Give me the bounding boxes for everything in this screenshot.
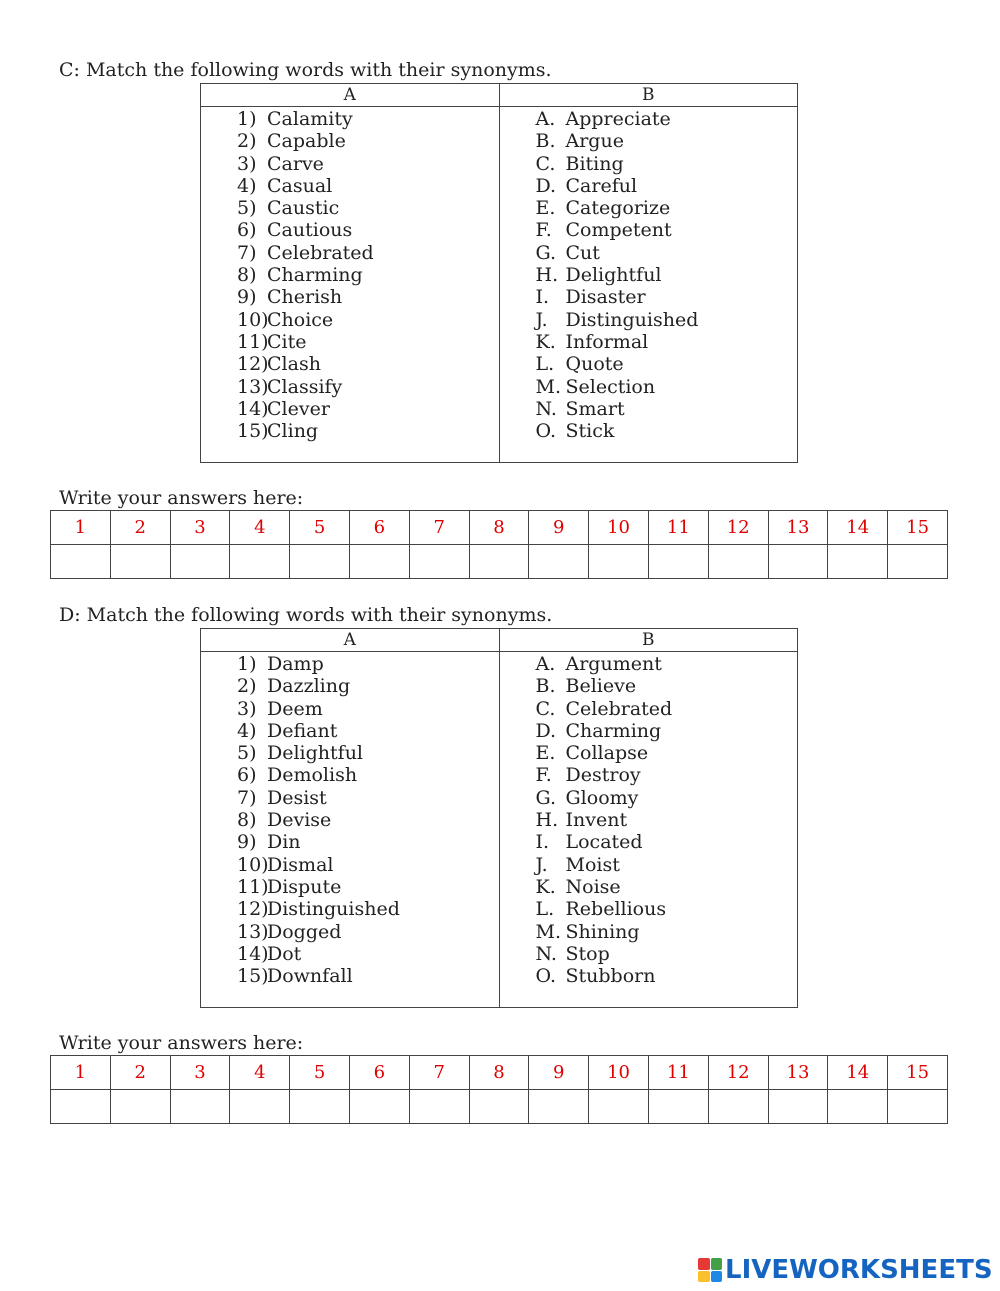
column-a-item — [201, 876, 499, 898]
item-number: 2) — [237, 130, 257, 153]
item-number: 1) — [237, 108, 257, 130]
item-word: Desist — [267, 786, 327, 809]
item-letter: H. — [535, 264, 559, 287]
column-a-item — [201, 720, 499, 742]
item-word: Selection — [565, 375, 656, 398]
column-b-item — [500, 353, 798, 375]
item-letter: K. — [535, 875, 556, 898]
column-a-item — [201, 698, 499, 720]
item-letter: J. — [535, 308, 548, 331]
item-letter: O. — [535, 965, 557, 988]
answer-number: 14 — [828, 1056, 888, 1090]
answer-input-cell[interactable] — [828, 1090, 888, 1124]
answer-input-cell[interactable] — [230, 1090, 290, 1124]
item-word: Located — [565, 831, 643, 854]
section-d-answer-grid — [50, 1055, 948, 1124]
match-table-header — [201, 629, 797, 652]
item-letter: E. — [535, 197, 556, 220]
column-a-list — [201, 107, 500, 463]
item-letter: E. — [535, 742, 556, 765]
column-b-item — [500, 921, 798, 943]
answer-number: 13 — [768, 1056, 828, 1090]
column-b-item — [500, 219, 798, 241]
item-number: 7) — [237, 786, 257, 809]
column-b-item — [500, 854, 798, 876]
answer-number-row — [51, 1056, 948, 1090]
item-word: Clash — [267, 353, 321, 376]
answer-number: 12 — [708, 511, 768, 545]
item-number: 5) — [237, 742, 257, 765]
item-number: 13) — [237, 920, 269, 943]
item-word: Categorize — [565, 197, 671, 220]
column-a-item — [201, 854, 499, 876]
item-letter: G. — [535, 786, 557, 809]
item-word: Celebrated — [565, 697, 673, 720]
item-word: Invent — [565, 809, 628, 832]
item-word: Deem — [267, 697, 323, 720]
column-a-item — [201, 153, 499, 175]
item-number: 15) — [237, 965, 269, 988]
item-letter: B. — [535, 675, 556, 698]
item-letter: M. — [535, 375, 561, 398]
answer-number: 12 — [708, 1056, 768, 1090]
item-word: Charming — [267, 264, 363, 287]
item-word: Devise — [267, 809, 332, 832]
column-b-item — [500, 286, 798, 308]
item-word: Delightful — [565, 264, 662, 287]
item-letter: D. — [535, 719, 557, 742]
item-number: 9) — [237, 831, 257, 854]
answer-number: 5 — [290, 511, 350, 545]
column-b-item — [500, 175, 798, 197]
item-word: Collapse — [565, 742, 649, 765]
item-word: Demolish — [267, 764, 358, 787]
item-letter: B. — [535, 130, 556, 153]
item-letter: N. — [535, 942, 557, 965]
item-word: Gloomy — [565, 786, 639, 809]
answer-input-cell[interactable] — [349, 1090, 409, 1124]
item-word: Quote — [565, 353, 624, 376]
item-word: Cautious — [267, 219, 353, 242]
column-b-item — [500, 108, 798, 130]
column-a-item — [201, 264, 499, 286]
answer-input-cell[interactable] — [648, 545, 708, 579]
column-a-item — [201, 809, 499, 831]
answer-number: 1 — [51, 1056, 111, 1090]
answer-input-cell[interactable] — [290, 1090, 350, 1124]
answer-input-cell[interactable] — [888, 1090, 948, 1124]
answer-number: 11 — [648, 1056, 708, 1090]
answer-number: 4 — [230, 1056, 290, 1090]
column-a-item — [201, 965, 499, 987]
section-d-match-table — [200, 628, 798, 1008]
answer-number: 15 — [888, 511, 948, 545]
answer-number: 7 — [409, 1056, 469, 1090]
answer-number: 5 — [290, 1056, 350, 1090]
column-b-item — [500, 787, 798, 809]
item-word: Cherish — [267, 286, 343, 309]
item-word: Careful — [565, 174, 638, 197]
answer-number: 15 — [888, 1056, 948, 1090]
item-word: Dismal — [267, 853, 334, 876]
answer-number: 8 — [469, 511, 529, 545]
item-word: Appreciate — [565, 108, 671, 130]
item-word: Competent — [565, 219, 672, 242]
item-number: 2) — [237, 675, 257, 698]
column-a-item — [201, 653, 499, 675]
item-word: Argument — [565, 653, 662, 675]
column-b-header: B — [642, 85, 655, 105]
item-word: Argue — [565, 130, 624, 153]
item-letter: N. — [535, 397, 557, 420]
answer-input-cell[interactable] — [51, 1090, 111, 1124]
item-letter: O. — [535, 420, 557, 443]
answer-number: 3 — [170, 1056, 230, 1090]
item-letter: M. — [535, 920, 561, 943]
liveworksheets-logo-icon — [698, 1258, 722, 1282]
item-number: 12) — [237, 898, 269, 921]
item-letter: G. — [535, 241, 557, 264]
item-letter: K. — [535, 330, 556, 353]
answer-input-row — [51, 545, 948, 579]
item-letter: J. — [535, 853, 548, 876]
item-word: Charming — [565, 719, 662, 742]
item-word: Downfall — [267, 965, 353, 988]
column-a-item — [201, 331, 499, 353]
item-number: 6) — [237, 764, 257, 787]
answer-input-cell[interactable] — [589, 1090, 649, 1124]
column-b-item — [500, 720, 798, 742]
answer-input-cell[interactable] — [110, 1090, 170, 1124]
answer-input-cell[interactable] — [648, 1090, 708, 1124]
column-b-item — [500, 376, 798, 398]
item-letter: D. — [535, 174, 557, 197]
answer-input-cell[interactable] — [230, 545, 290, 579]
answer-number-row — [51, 511, 948, 545]
item-word: Caustic — [267, 197, 340, 220]
item-number: 3) — [237, 697, 257, 720]
item-letter: I. — [535, 286, 550, 309]
item-word: Casual — [267, 174, 333, 197]
column-a-item — [201, 831, 499, 853]
answer-input-cell[interactable] — [828, 545, 888, 579]
item-word: Classify — [267, 375, 343, 398]
item-word: Disaster — [565, 286, 646, 309]
item-number: 11) — [237, 330, 269, 353]
answer-number: 3 — [170, 511, 230, 545]
item-number: 3) — [237, 152, 257, 175]
answer-number: 2 — [110, 1056, 170, 1090]
section-c-answers-label: Write your answers here: — [59, 487, 304, 509]
answer-input-cell[interactable] — [110, 545, 170, 579]
brand-name: LIVEWORKSHEETS — [725, 1255, 993, 1285]
column-b-header: B — [642, 630, 655, 650]
answer-number: 14 — [828, 511, 888, 545]
item-word: Cut — [565, 241, 600, 264]
section-c-answer-grid — [50, 510, 948, 579]
column-a-item — [201, 219, 499, 241]
answer-input-cell[interactable] — [529, 1090, 589, 1124]
item-letter: L. — [535, 898, 555, 921]
answer-input-cell[interactable] — [469, 545, 529, 579]
item-word: Destroy — [565, 764, 641, 787]
logo-tile — [698, 1258, 710, 1270]
answer-input-row — [51, 1090, 948, 1124]
column-a-item — [201, 108, 499, 130]
answer-number: 7 — [409, 511, 469, 545]
item-letter: C. — [535, 697, 556, 720]
item-number: 4) — [237, 174, 257, 197]
column-a-header: A — [201, 84, 500, 106]
logo-tile — [711, 1271, 723, 1283]
liveworksheets-brand[interactable] — [698, 1255, 993, 1285]
column-b-item — [500, 898, 798, 920]
answer-input-cell[interactable] — [51, 545, 111, 579]
column-b-item — [500, 197, 798, 219]
column-b-list — [500, 652, 798, 1008]
item-letter: F. — [535, 219, 552, 242]
item-number: 14) — [237, 397, 269, 420]
item-letter: F. — [535, 764, 552, 787]
column-b-item — [500, 264, 798, 286]
item-word: Defiant — [267, 719, 338, 742]
answer-input-cell[interactable] — [170, 545, 230, 579]
item-number: 5) — [237, 197, 257, 220]
column-b-item — [500, 764, 798, 786]
item-word: Clever — [267, 397, 330, 420]
item-number: 10) — [237, 853, 269, 876]
match-table-header — [201, 84, 797, 107]
answer-input-cell[interactable] — [409, 1090, 469, 1124]
logo-tile — [711, 1258, 723, 1270]
item-word: Calamity — [267, 108, 353, 130]
column-b-list — [500, 107, 798, 463]
answer-number: 9 — [529, 1056, 589, 1090]
column-b-item — [500, 876, 798, 898]
column-b-item — [500, 675, 798, 697]
item-word: Capable — [267, 130, 346, 153]
answer-number: 1 — [51, 511, 111, 545]
item-word: Cling — [267, 420, 319, 443]
column-b-item — [500, 831, 798, 853]
item-word: Choice — [267, 308, 334, 331]
column-a-item — [201, 764, 499, 786]
item-word: Delightful — [267, 742, 364, 765]
item-word: Distinguished — [565, 308, 699, 331]
column-a-item — [201, 175, 499, 197]
answer-input-cell[interactable] — [708, 545, 768, 579]
column-a-item — [201, 420, 499, 442]
section-d-answers-label: Write your answers here: — [59, 1032, 304, 1054]
item-word: Dispute — [267, 875, 342, 898]
item-number: 4) — [237, 719, 257, 742]
answer-number: 13 — [768, 511, 828, 545]
column-b-item — [500, 130, 798, 152]
item-number: 11) — [237, 875, 269, 898]
column-a-item — [201, 130, 499, 152]
item-word: Stubborn — [565, 965, 656, 988]
item-word: Dogged — [267, 920, 342, 943]
column-a-header: A — [201, 629, 500, 651]
item-letter: L. — [535, 353, 555, 376]
item-word: Informal — [565, 330, 649, 353]
item-word: Cite — [267, 330, 307, 353]
item-number: 7) — [237, 241, 257, 264]
item-number: 1) — [237, 653, 257, 675]
item-letter: A. — [535, 653, 556, 675]
column-a-item — [201, 398, 499, 420]
section-d-heading: D: Match the following words with their synonyms. — [59, 604, 553, 626]
column-b-item — [500, 943, 798, 965]
item-word: Biting — [565, 152, 624, 175]
column-a-item — [201, 353, 499, 375]
column-a-item — [201, 921, 499, 943]
item-number: 13) — [237, 375, 269, 398]
column-a-item — [201, 675, 499, 697]
item-word: Carve — [267, 152, 324, 175]
item-word: Shining — [565, 920, 640, 943]
logo-tile — [698, 1271, 710, 1283]
item-letter: C. — [535, 152, 556, 175]
column-b-item — [500, 309, 798, 331]
item-number: 10) — [237, 308, 269, 331]
column-a-list — [201, 652, 500, 1008]
answer-input-cell[interactable] — [469, 1090, 529, 1124]
column-b-item — [500, 742, 798, 764]
section-c-heading: C: Match the following words with their synonyms. — [59, 59, 552, 81]
column-a-item — [201, 309, 499, 331]
answer-number: 11 — [648, 511, 708, 545]
item-word: Din — [267, 831, 301, 854]
item-word: Smart — [565, 397, 625, 420]
column-b-item — [500, 242, 798, 264]
answer-number: 10 — [589, 1056, 649, 1090]
column-b-item — [500, 420, 798, 442]
answer-number: 9 — [529, 511, 589, 545]
item-number: 9) — [237, 286, 257, 309]
answer-input-cell[interactable] — [409, 545, 469, 579]
item-word: Dazzling — [267, 675, 351, 698]
answer-input-cell[interactable] — [349, 545, 409, 579]
item-letter: H. — [535, 809, 559, 832]
answer-number: 4 — [230, 511, 290, 545]
answer-input-cell[interactable] — [768, 1090, 828, 1124]
column-a-item — [201, 376, 499, 398]
answer-input-cell[interactable] — [768, 545, 828, 579]
column-b-item — [500, 331, 798, 353]
column-a-item — [201, 787, 499, 809]
answer-number: 6 — [349, 511, 409, 545]
column-a-item — [201, 242, 499, 264]
answer-input-cell[interactable] — [290, 545, 350, 579]
answer-number: 10 — [589, 511, 649, 545]
item-word: Stop — [565, 942, 610, 965]
answer-number: 2 — [110, 511, 170, 545]
item-word: Believe — [565, 675, 637, 698]
column-a-item — [201, 286, 499, 308]
item-word: Celebrated — [267, 241, 374, 264]
item-number: 8) — [237, 809, 257, 832]
column-b-item — [500, 965, 798, 987]
column-a-item — [201, 742, 499, 764]
section-c-match-table — [200, 83, 798, 463]
item-word: Noise — [565, 875, 621, 898]
item-word: Rebellious — [565, 898, 667, 921]
answer-input-cell[interactable] — [529, 545, 589, 579]
item-word: Damp — [267, 653, 324, 675]
answer-input-cell[interactable] — [888, 545, 948, 579]
item-number: 15) — [237, 420, 269, 443]
column-b-item — [500, 809, 798, 831]
answer-input-cell[interactable] — [708, 1090, 768, 1124]
item-number: 12) — [237, 353, 269, 376]
column-a-item — [201, 197, 499, 219]
column-a-item — [201, 898, 499, 920]
column-b-item — [500, 653, 798, 675]
item-word: Dot — [267, 942, 302, 965]
column-b-item — [500, 153, 798, 175]
column-b-item — [500, 398, 798, 420]
item-number: 14) — [237, 942, 269, 965]
column-a-item — [201, 943, 499, 965]
item-word: Distinguished — [267, 898, 400, 921]
item-letter: I. — [535, 831, 550, 854]
item-number: 8) — [237, 264, 257, 287]
item-letter: A. — [535, 108, 556, 130]
item-word: Stick — [565, 420, 615, 443]
column-b-item — [500, 698, 798, 720]
answer-input-cell[interactable] — [589, 545, 649, 579]
answer-number: 8 — [469, 1056, 529, 1090]
answer-input-cell[interactable] — [170, 1090, 230, 1124]
item-number: 6) — [237, 219, 257, 242]
answer-number: 6 — [349, 1056, 409, 1090]
item-word: Moist — [565, 853, 620, 876]
